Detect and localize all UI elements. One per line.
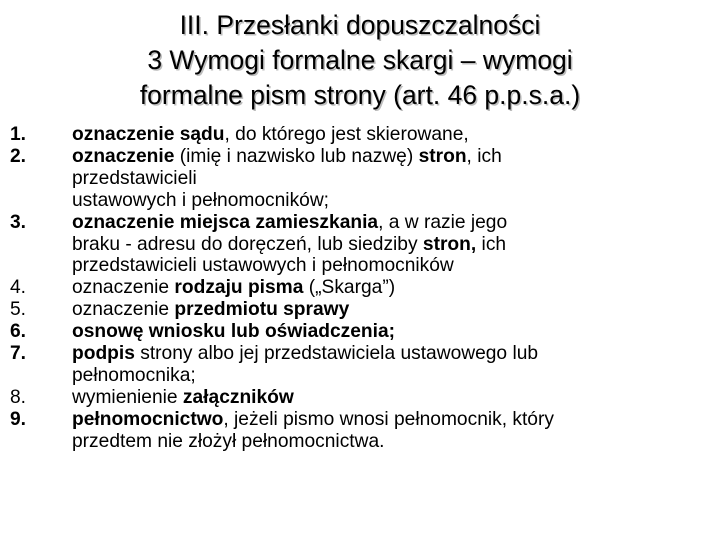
list-item-text [72, 387, 716, 409]
text-segment: , jeżeli pismo wnosi pełnomocnik, który [223, 408, 554, 430]
list-item-number: 6. [10, 321, 27, 343]
list-item-number: 1. [10, 124, 27, 145]
title-line-1: III. Przesłanki dopuszczalności [179, 10, 541, 40]
bold-text-segment: załączników [182, 386, 294, 408]
list-item-text [72, 343, 716, 387]
list-item-line [72, 255, 716, 277]
bold-text-segment: stron [418, 145, 467, 167]
list-item-number: 2. [10, 145, 27, 167]
text-segment: („Skarga”) [303, 277, 396, 299]
list-item [10, 146, 716, 212]
requirements-list [10, 124, 716, 453]
list-item [10, 343, 716, 387]
text-segment: ustawowych i pełnomocników; [72, 189, 330, 211]
text-segment: ich [476, 233, 507, 255]
text-segment: wymienienie [72, 386, 183, 408]
list-item-number: 5. [10, 299, 27, 321]
list-item-text [72, 299, 716, 321]
bold-text-segment: oznaczenie miejsca zamieszkania [72, 211, 379, 233]
list-item-number: 4. [10, 277, 27, 299]
list-item-line [72, 299, 716, 321]
list-item-text [72, 277, 716, 299]
text-segment: , do którego jest skierowane, [224, 124, 469, 145]
bold-text-segment: rodzaju pisma [174, 277, 304, 299]
list-item-text [72, 146, 716, 212]
bold-text-segment: pełnomocnictwo [72, 408, 224, 430]
text-segment: przedstawicieli ustawowych i pełnomocników [72, 255, 454, 277]
list-item-line [72, 431, 716, 453]
list-item-number: 7. [10, 343, 27, 365]
list-item-line [72, 234, 716, 256]
list-item-text [72, 409, 716, 453]
list-item [10, 212, 716, 278]
bold-text-segment: oznaczenie [72, 145, 175, 167]
text-segment: przedstawicieli [72, 167, 197, 189]
list-item-line [72, 409, 716, 431]
list-item-line [72, 168, 716, 190]
list-item [10, 124, 716, 146]
list-item [10, 321, 716, 343]
list-item-number: 9. [10, 408, 27, 430]
text-segment: , ich [466, 145, 502, 167]
text-segment: oznaczenie [72, 277, 175, 299]
list-item [10, 299, 716, 321]
text-segment: pełnomocnika; [72, 364, 196, 386]
text-segment: (imię i nazwisko lub nazwę) [174, 145, 419, 167]
bold-text-segment: oznaczenie sądu [72, 124, 225, 145]
list-item-line [72, 124, 716, 146]
bold-text-segment: osnowę wniosku lub oświadczenia; [72, 321, 396, 343]
list-item [10, 277, 716, 299]
list-item-line [72, 321, 716, 343]
list-item-text [72, 124, 716, 146]
list-item [10, 387, 716, 409]
text-segment: strony albo jej przedstawiciela ustawowego lub [134, 343, 539, 365]
list-item-line [72, 343, 716, 365]
list-item-number: 8. [10, 386, 27, 408]
title-line-2: 3 Wymogi formalne skargi – wymogi [147, 45, 573, 75]
list-item-line [72, 190, 716, 212]
list-item [10, 409, 716, 453]
list-item-line [72, 365, 716, 387]
title-line-3: formalne pism strony (art. 46 p.p.s.a.) [139, 80, 581, 110]
list-item-text [72, 321, 716, 343]
slide-title [0, 8, 720, 113]
bold-text-segment: stron, [422, 233, 477, 255]
list-item-line [72, 146, 716, 168]
bold-text-segment: podpis [72, 343, 135, 365]
list-item-line [72, 387, 716, 409]
text-segment: oznaczenie [72, 299, 175, 321]
bold-text-segment: przedmiotu sprawy [174, 299, 350, 321]
text-segment: , a w razie jego [378, 211, 508, 233]
list-item-number: 3. [10, 211, 27, 233]
text-segment: braku - adresu do doręczeń, lub siedziby [72, 233, 423, 255]
list-item-line [72, 277, 716, 299]
list-item-line [72, 212, 716, 234]
text-segment: przedtem nie złożył pełnomocnictwa. [72, 430, 385, 452]
list-item-text [72, 212, 716, 278]
